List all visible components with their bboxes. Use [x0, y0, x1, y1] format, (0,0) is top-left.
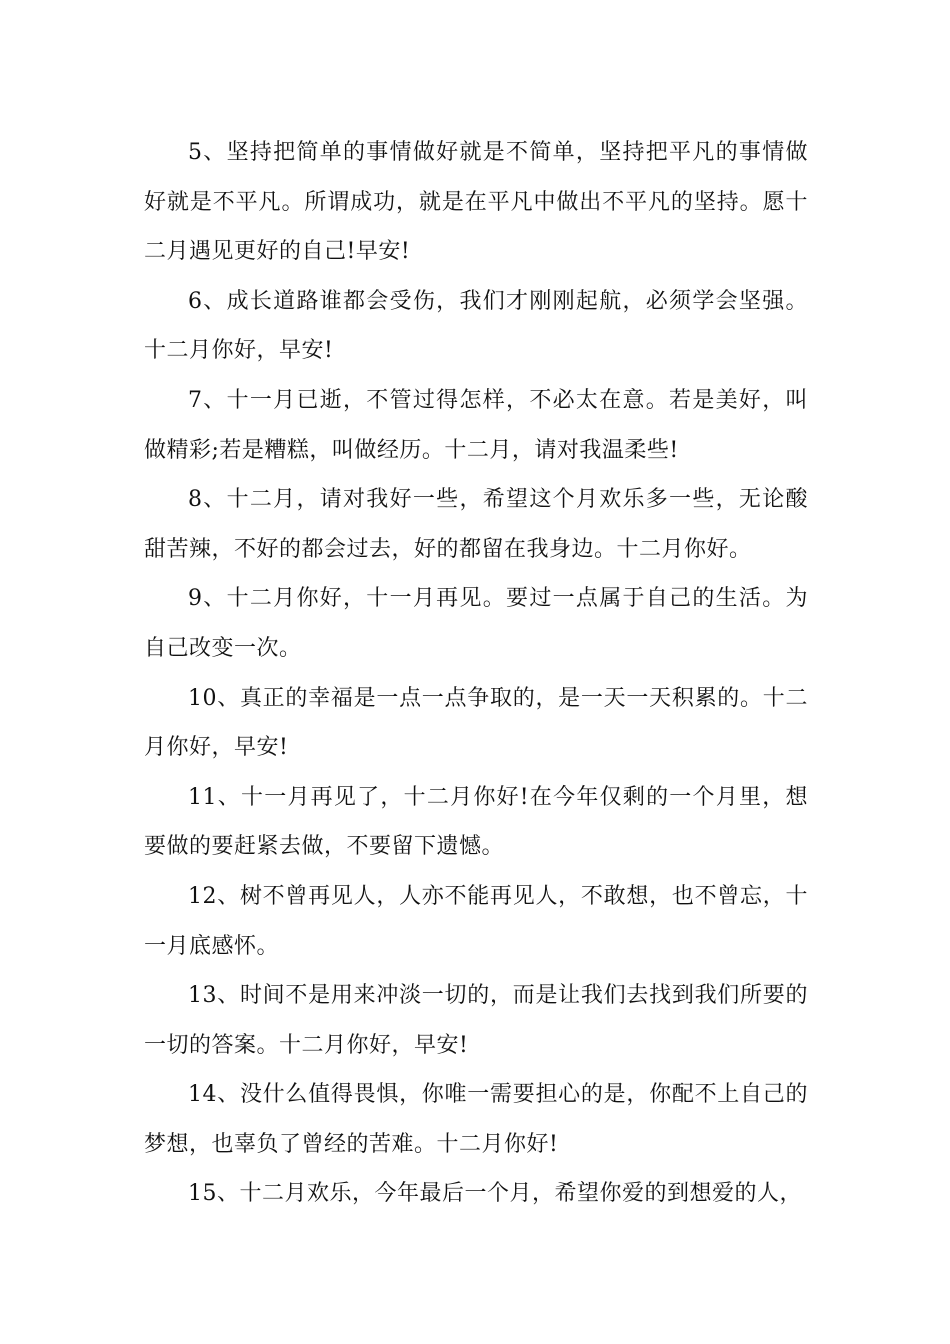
paragraph-13: 13、时间不是用来冲淡一切的，而是让我们去找到我们所要的一切的答案。十二月你好，早安!	[144, 983, 808, 1058]
paragraph-10: 10、真正的幸福是一点一点争取的，是一天一天积累的。十二月你好，早安!	[144, 685, 808, 761]
document-body	[144, 128, 808, 1219]
paragraph-6: 6、成长道路谁都会受伤，我们才刚刚起航，必须学会坚强。十二月你好，早安!	[144, 288, 808, 364]
paragraph-7: 7、十一月已逝，不管过得怎样，不必太在意。若是美好，叫做精彩;若是糟糕，叫做经历。十二月，请对我温柔些!	[144, 387, 808, 463]
paragraph-12: 12、树不曾再见人，人亦不能再见人，不敢想，也不曾忘，十一月底感怀。	[144, 883, 808, 959]
paragraph-15: 15、十二月欢乐，今年最后一个月，希望你爱的到想爱的人，	[188, 1181, 802, 1207]
paragraph-5: 5、坚持把简单的事情做好就是不简单，坚持把平凡的事情做好就是不平凡。所谓成功，就是在平凡中做出不平凡的坚持。愿十二月遇见更好的自己!早安!	[144, 140, 808, 265]
paragraph-11: 11、十一月再见了，十二月你好!在今年仅剩的一个月里，想要做的要赶紧去做，不要留下遗憾。	[144, 784, 808, 860]
paragraph-9: 9、十二月你好，十一月再见。要过一点属于自己的生活。为自己改变一次。	[144, 586, 808, 661]
paragraph-8: 8、十二月，请对我好一些，希望这个月欢乐多一些，无论酸甜苦辣，不好的都会过去，好的都留在我身边。十二月你好。	[144, 487, 808, 562]
paragraph-14: 14、没什么值得畏惧，你唯一需要担心的是，你配不上自己的梦想，也辜负了曾经的苦难。十二月你好!	[144, 1082, 808, 1157]
